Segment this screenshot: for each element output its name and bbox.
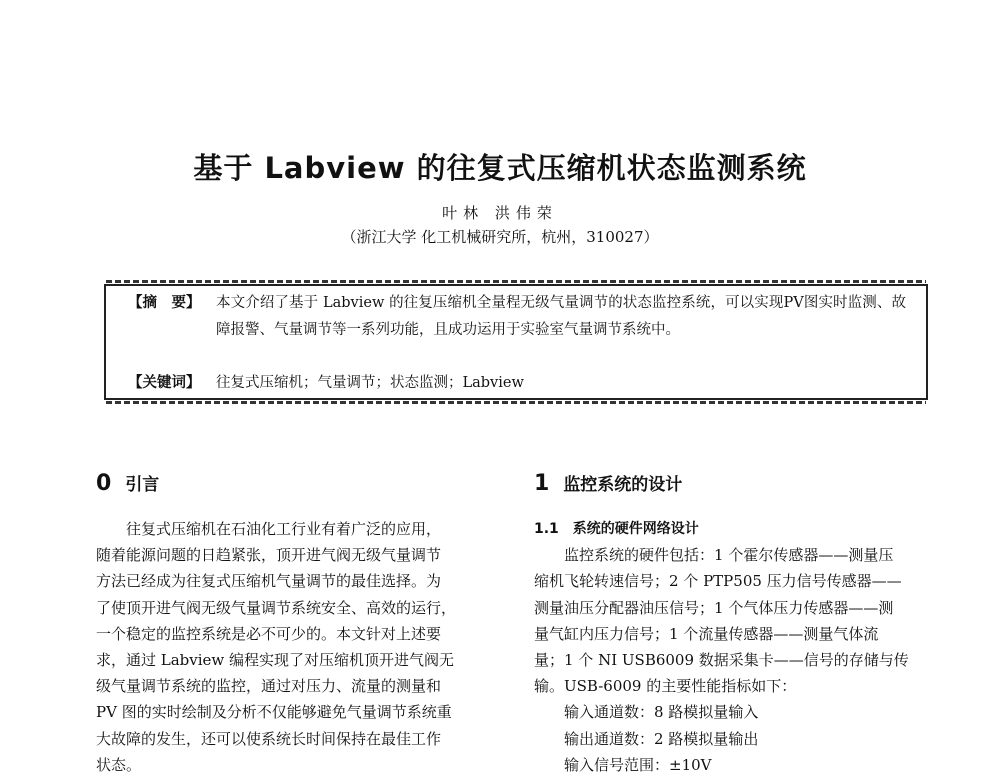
section-0-heading xyxy=(96,470,159,496)
paper-title: 基于 Labview 的往复式压缩机状态监测系统 xyxy=(193,151,807,185)
section-0-body xyxy=(96,516,498,778)
section-1-title: 监控系统的设计 xyxy=(563,475,683,495)
section-1-heading xyxy=(534,470,682,496)
subsection-1-1-heading: 1.1 系统的硬件网络设计 xyxy=(534,521,699,537)
section-0-number: 0 xyxy=(96,471,112,496)
body-line: 状态。 xyxy=(96,755,142,774)
body-line: 大故障的发生，还可以使系统长时间保持在最佳工作 xyxy=(96,729,442,748)
body-line: 往复式压缩机在石油化工行业有着广泛的应用， xyxy=(126,520,442,538)
abstract-box xyxy=(104,284,928,400)
body-line: 测量油压分配器油压信号；1 个气体压力传感器——测 xyxy=(534,598,894,617)
section-1-body xyxy=(534,516,944,778)
abstract-label: 【摘 要】 xyxy=(128,295,201,311)
body-line: 输入通道数：8 路模拟量输入 xyxy=(564,703,759,722)
body-line: 量；1 个 NI USB6009 数据采集卡——信号的存储与传 xyxy=(534,651,909,670)
body-line: 求，通过 Labview 编程实现了对压缩机顶开进气阀无 xyxy=(96,651,455,670)
paper-authors: 叶林 洪伟荣 xyxy=(442,204,558,222)
keywords-label: 【关键词】 xyxy=(128,375,201,391)
body-line: PV 图的实时绘制及分析不仅能够避免气量调节系统重 xyxy=(96,703,452,722)
body-line: 输。USB-6009 的主要性能指标如下： xyxy=(534,677,797,696)
keywords-text: 往复式压缩机；气量调节；状态监测；Labview xyxy=(216,375,524,391)
body-line: 监控系统的硬件包括：1 个霍尔传感器——测量压 xyxy=(564,546,894,565)
body-line: 一个稳定的监控系统是必不可少的。本文针对上述要 xyxy=(96,624,442,643)
paper-affiliation: （浙江大学 化工机械研究所，杭州，310027） xyxy=(341,228,659,246)
body-line: 输出通道数：2 路模拟量输出 xyxy=(564,729,759,748)
body-line: 了使顶开进气阀无级气量调节系统安全、高效的运行， xyxy=(96,598,457,617)
body-line: 方法已经成为往复式压缩机气量调节的最佳选择。为 xyxy=(96,572,442,591)
abstract-text: 本文介绍了基于 Labview 的往复压缩机全量程无级气量调节的状态监控系统，可以实现PV图实时监测、故障报警、气量调节等一系列功能，且成功运用于实验室气量调节系统中。 xyxy=(216,295,906,338)
section-0-title: 引言 xyxy=(125,475,160,495)
body-line: 级气量调节系统的监控，通过对压力、流量的测量和 xyxy=(96,677,442,696)
body-line: 随着能源问题的日趋紧张，顶开进气阀无级气量调节 xyxy=(96,546,442,565)
body-line: 缩机飞轮转速信号；2 个 PTP505 压力信号传感器—— xyxy=(534,572,902,591)
section-1-number: 1 xyxy=(534,471,550,496)
body-line: 量气缸内压力信号；1 个流量传感器——测量气体流 xyxy=(534,624,879,643)
body-line: 输入信号范围：±10V xyxy=(564,755,712,774)
